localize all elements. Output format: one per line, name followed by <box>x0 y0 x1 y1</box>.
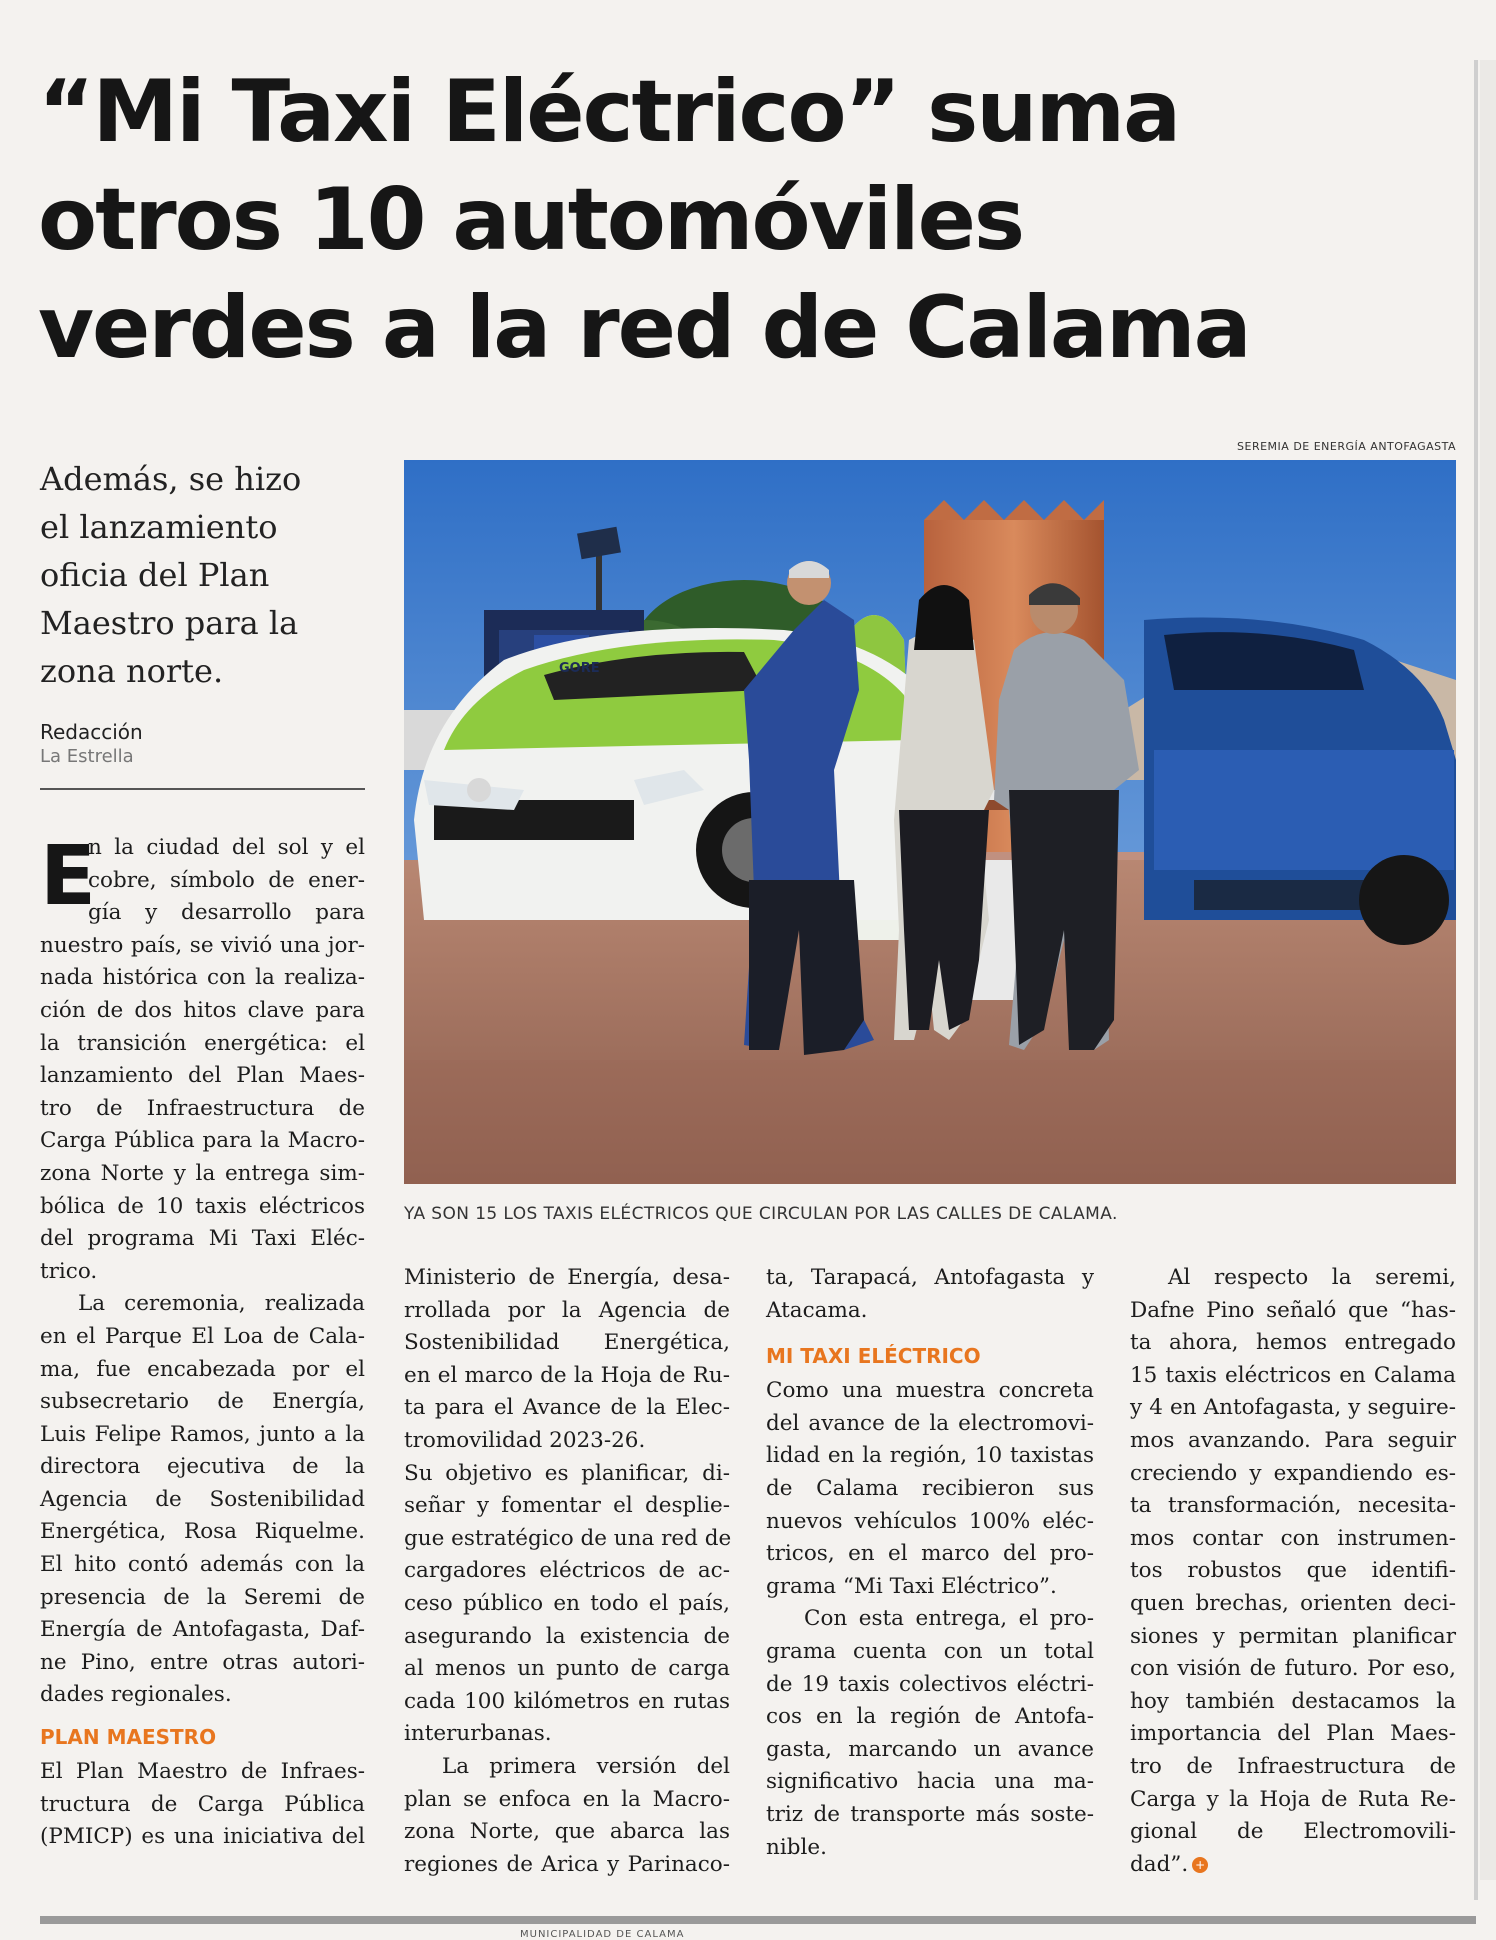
body-line: tos robustos que identifi- <box>1130 1558 1456 1584</box>
body-column-4 <box>1130 1262 1456 1881</box>
body-line: zona Norte y la entrega sim- <box>40 1160 365 1186</box>
body-line: Carga Pública para la Macro- <box>40 1128 365 1154</box>
body-line: del avance de la electromovi- <box>766 1410 1094 1436</box>
byline-author: Redacción <box>40 720 143 744</box>
body-line: gue estratégico de una red de <box>404 1525 732 1551</box>
body-line: ta, Tarapacá, Antofagasta y <box>766 1265 1094 1290</box>
deck-line: oficia del Plan <box>40 556 270 594</box>
body-column-2 <box>404 1262 730 1881</box>
body-line: ta transformación, necesita- <box>1130 1493 1456 1519</box>
body-line: significativo hacia una ma- <box>766 1769 1094 1795</box>
body-line: cada 100 kilómetros en rutas <box>404 1688 730 1714</box>
drop-cap: E <box>40 829 97 924</box>
body-line: creciendo y expandiendo es- <box>1130 1460 1456 1486</box>
body-line: bólica de 10 taxis eléctricos <box>40 1193 365 1219</box>
headline <box>38 58 1458 382</box>
body-line: asegurando la existencia de <box>404 1623 730 1649</box>
footer-ad-text: MUNICIPALIDAD DE CALAMA <box>520 1929 685 1940</box>
body-line: Sostenibilidad Energética, <box>404 1330 730 1356</box>
body-line: Su objetivo es planificar, di- <box>404 1460 730 1486</box>
body-line: dades regionales. <box>40 1682 232 1708</box>
body-line: Luis Felipe Ramos, junto a la <box>40 1421 365 1447</box>
end-of-article-icon: + <box>1192 1857 1208 1873</box>
body-line: quen brechas, orienten deci- <box>1130 1590 1456 1616</box>
body-line: nuestro país, se vivió una jor- <box>40 932 365 958</box>
body-line: lanzamiento del Plan Maes- <box>40 1063 365 1089</box>
body-line: con visión de futuro. Por eso, <box>1130 1656 1456 1682</box>
body-line: en el marco de la Hoja de Ru- <box>404 1362 730 1388</box>
body-line: tricos, en el marco del pro- <box>766 1541 1094 1567</box>
body-line: ta ahora, hemos entregado <box>1130 1330 1456 1356</box>
body-line-text: dad”. <box>1130 1851 1189 1877</box>
opening-paragraph <box>40 829 365 1288</box>
deck-line: el lanzamiento <box>40 508 278 546</box>
body-line: tromovilidad 2023-26. <box>404 1427 646 1453</box>
body-line: Energética, Rosa Riquelme. <box>40 1519 365 1545</box>
body-column-1 <box>40 829 365 1854</box>
body-line: (PMICP) es una iniciativa del <box>40 1824 365 1850</box>
body-line: ceso público en todo el país, <box>404 1590 730 1616</box>
body-line: grama “Mi Taxi Eléctrico”. <box>766 1573 1057 1599</box>
deck-line: Además, se hizo <box>40 460 302 498</box>
body-line: La ceremonia, realizada <box>78 1291 365 1317</box>
adjacent-page-edge <box>1480 60 1496 1880</box>
body-line: El Plan Maestro de Infraes- <box>40 1759 365 1785</box>
body-line: ma, fue encabezada por el <box>40 1356 365 1382</box>
body-line: y 4 en Antofagasta, y seguire- <box>1130 1395 1456 1421</box>
body-line: tro de Infraestructura de <box>40 1095 365 1121</box>
byline-publication: La Estrella <box>40 746 134 767</box>
body-line: directora ejecutiva de la <box>40 1454 365 1480</box>
deck-line: zona norte. <box>40 652 224 690</box>
body-line: Energía de Antofagasta, Daf- <box>40 1617 365 1643</box>
article-photo <box>404 460 1456 1184</box>
body-line: Ministerio de Energía, desa- <box>404 1265 730 1290</box>
column-divider-right <box>1474 60 1478 1900</box>
body-line: cargadores eléctricos de ac- <box>404 1558 730 1584</box>
photo-caption: YA SON 15 LOS TAXIS ELÉCTRICOS QUE CIRCULAN POR LAS CALLES DE CALAMA. <box>404 1204 1118 1224</box>
body-line: ción de dos hitos clave para <box>40 997 365 1023</box>
byline-divider <box>40 788 365 790</box>
body-line: Dafne Pino señaló que “has- <box>1130 1297 1456 1323</box>
deck-line: Maestro para la <box>40 604 299 642</box>
body-line: n la ciudad del sol y el <box>88 835 365 860</box>
headline-line: verdes a la red de Calama <box>38 278 1250 378</box>
body-line: 15 taxis eléctricos en Calama <box>1130 1362 1456 1388</box>
body-line: señar y fomentar el desplie- <box>404 1493 730 1519</box>
body-line: ta para el Avance de la Elec- <box>404 1395 730 1421</box>
photo-credit: SEREMIA DE ENERGÍA ANTOFAGASTA <box>1237 440 1456 453</box>
body-line: Con esta entrega, el pro- <box>804 1606 1094 1632</box>
body-line: en el Parque El Loa de Cala- <box>40 1323 365 1349</box>
body-line: interurbanas. <box>404 1721 552 1747</box>
body-line: nuevos vehículos 100% eléc- <box>766 1508 1094 1534</box>
body-line: la transición energética: el <box>40 1030 365 1056</box>
section-subhead: PLAN MAESTRO <box>40 1725 217 1750</box>
body-line: La primera versión del <box>442 1753 730 1779</box>
body-line: del programa Mi Taxi Eléc- <box>40 1226 365 1252</box>
body-line: Atacama. <box>766 1297 868 1323</box>
body-line: siones y permitan planificar <box>1130 1623 1456 1649</box>
headline-line: “Mi Taxi Eléctrico” suma <box>38 62 1180 162</box>
body-line: trico. <box>40 1258 98 1284</box>
deck <box>40 455 370 695</box>
body-line: gional de Electromovili- <box>1130 1819 1456 1845</box>
body-line: lidad en la región, 10 taxistas <box>766 1443 1094 1469</box>
body-line: gía y desarrollo para <box>88 900 365 926</box>
photo-illustration <box>404 460 1456 1184</box>
body-line: gasta, marcando un avance <box>766 1736 1094 1762</box>
body-line: cos en la región de Antofa- <box>766 1704 1094 1730</box>
sign-text: GORE <box>559 661 600 676</box>
body-line: zona Norte, que abarca las <box>404 1819 730 1845</box>
body-line: regiones de Arica y Parinaco- <box>404 1851 730 1877</box>
page-bottom-rule <box>40 1916 1476 1924</box>
body-line: plan se enfoca en la Macro- <box>404 1786 730 1812</box>
body-line: Agencia de Sostenibilidad <box>40 1486 365 1512</box>
body-line: al menos un punto de carga <box>404 1656 730 1682</box>
body-line: mos avanzando. Para seguir <box>1130 1427 1456 1453</box>
body-line: de Calama recibieron sus <box>766 1475 1094 1501</box>
body-line: tro de Infraestructura de <box>1130 1753 1456 1779</box>
body-line: cobre, símbolo de ener- <box>88 867 365 893</box>
body-line: nible. <box>766 1834 827 1860</box>
body-line-last <box>1130 1849 1456 1882</box>
body-line: nada histórica con la realiza- <box>40 965 365 991</box>
body-line: Carga y la Hoja de Ruta Re- <box>1130 1786 1456 1812</box>
body-line: El hito contó además con la <box>40 1552 365 1578</box>
body-line: ne Pino, entre otras autori- <box>40 1649 365 1675</box>
body-line: hoy también destacamos la <box>1130 1688 1456 1714</box>
body-line: de 19 taxis colectivos eléctri- <box>766 1671 1094 1697</box>
body-line: grama cuenta con un total <box>766 1638 1094 1664</box>
section-subhead: MI TAXI ELÉCTRICO <box>766 1344 981 1369</box>
body-line: importancia del Plan Maes- <box>1130 1721 1456 1747</box>
body-line: triz de transporte más soste- <box>766 1801 1094 1827</box>
body-column-3 <box>766 1262 1094 1864</box>
body-line: presencia de la Seremi de <box>40 1584 365 1610</box>
body-line: rrollada por la Agencia de <box>404 1297 730 1323</box>
body-line: Al respecto la seremi, <box>1168 1265 1456 1290</box>
body-line: mos contar con instrumen- <box>1130 1525 1456 1551</box>
body-line: Como una muestra concreta <box>766 1378 1094 1404</box>
body-line: subsecretario de Energía, <box>40 1389 365 1415</box>
body-line: tructura de Carga Pública <box>40 1791 365 1817</box>
headline-line: otros 10 automóviles <box>38 170 1024 270</box>
